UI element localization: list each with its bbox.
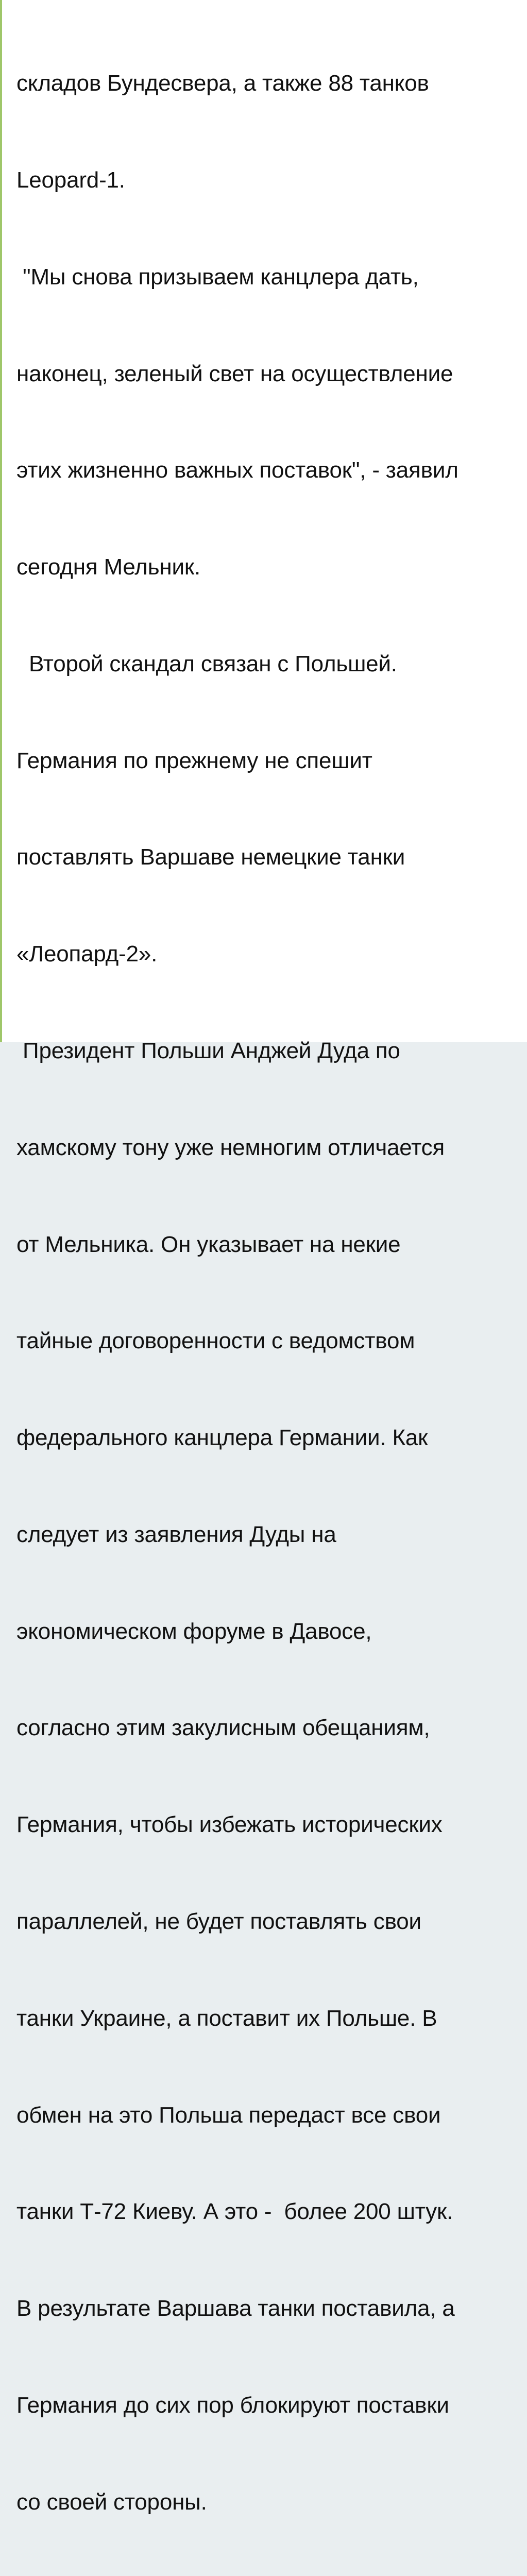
message-line: танки Т-72 Киеву. А это - более 200 штук. [16,2199,453,2225]
message-line: хамскому тону уже немногим отличается [16,1134,445,1160]
message-line: Второй скандал связан с Польшей. [16,651,397,676]
message-line: Германия, чтобы избежать исторических [16,1812,443,1838]
message-line: со своей стороны. [16,2489,207,2515]
message-line: тайные договоренности с ведомством [16,1328,415,1354]
message-line: танки Украине, а поставит их Польше. В [16,2005,437,2031]
message-line: обмен на это Польша передаст все свои [16,2102,441,2128]
message-line: параллелей, не будет поставлять свои [16,1909,421,1935]
message-line: этих жизненно важных поставок", - заявил [16,457,458,483]
message-line: поставлять Варшаве немецкие танки [16,844,405,870]
message-line: складов Бундесвера, а также 88 танков [16,71,429,96]
message-line: от Мельника. Он указывает на некие [16,1231,401,1257]
message-line: Президент Польши Анджей Дуда по [16,1038,400,1063]
message-line: следует из заявления Дуды на [16,1521,336,1547]
message-line: В результате Варшава танки поставила, а [16,2296,455,2321]
message-text[interactable] [2,0,527,2576]
message-line: федерального канцлера Германии. Как [16,1425,428,1451]
message-line: "Мы снова призываем канцлера дать, [16,264,419,290]
message-line: согласно этим закулисным обещаниям, [16,1715,430,1741]
message-line: «Леопард-2». [16,941,158,967]
message-line: сегодня Мельник. [16,554,200,580]
message-line: Германия по прежнему не спешит [16,748,372,773]
message-line: экономическом форуме в Давосе, [16,1618,372,1644]
message-line: Германия до сих пор блокируют поставки [16,2392,449,2418]
message-line: наконец, зеленый свет на осуществление [16,361,453,386]
message-line: Leopard-1. [16,167,125,193]
message-bubble [2,0,527,2515]
